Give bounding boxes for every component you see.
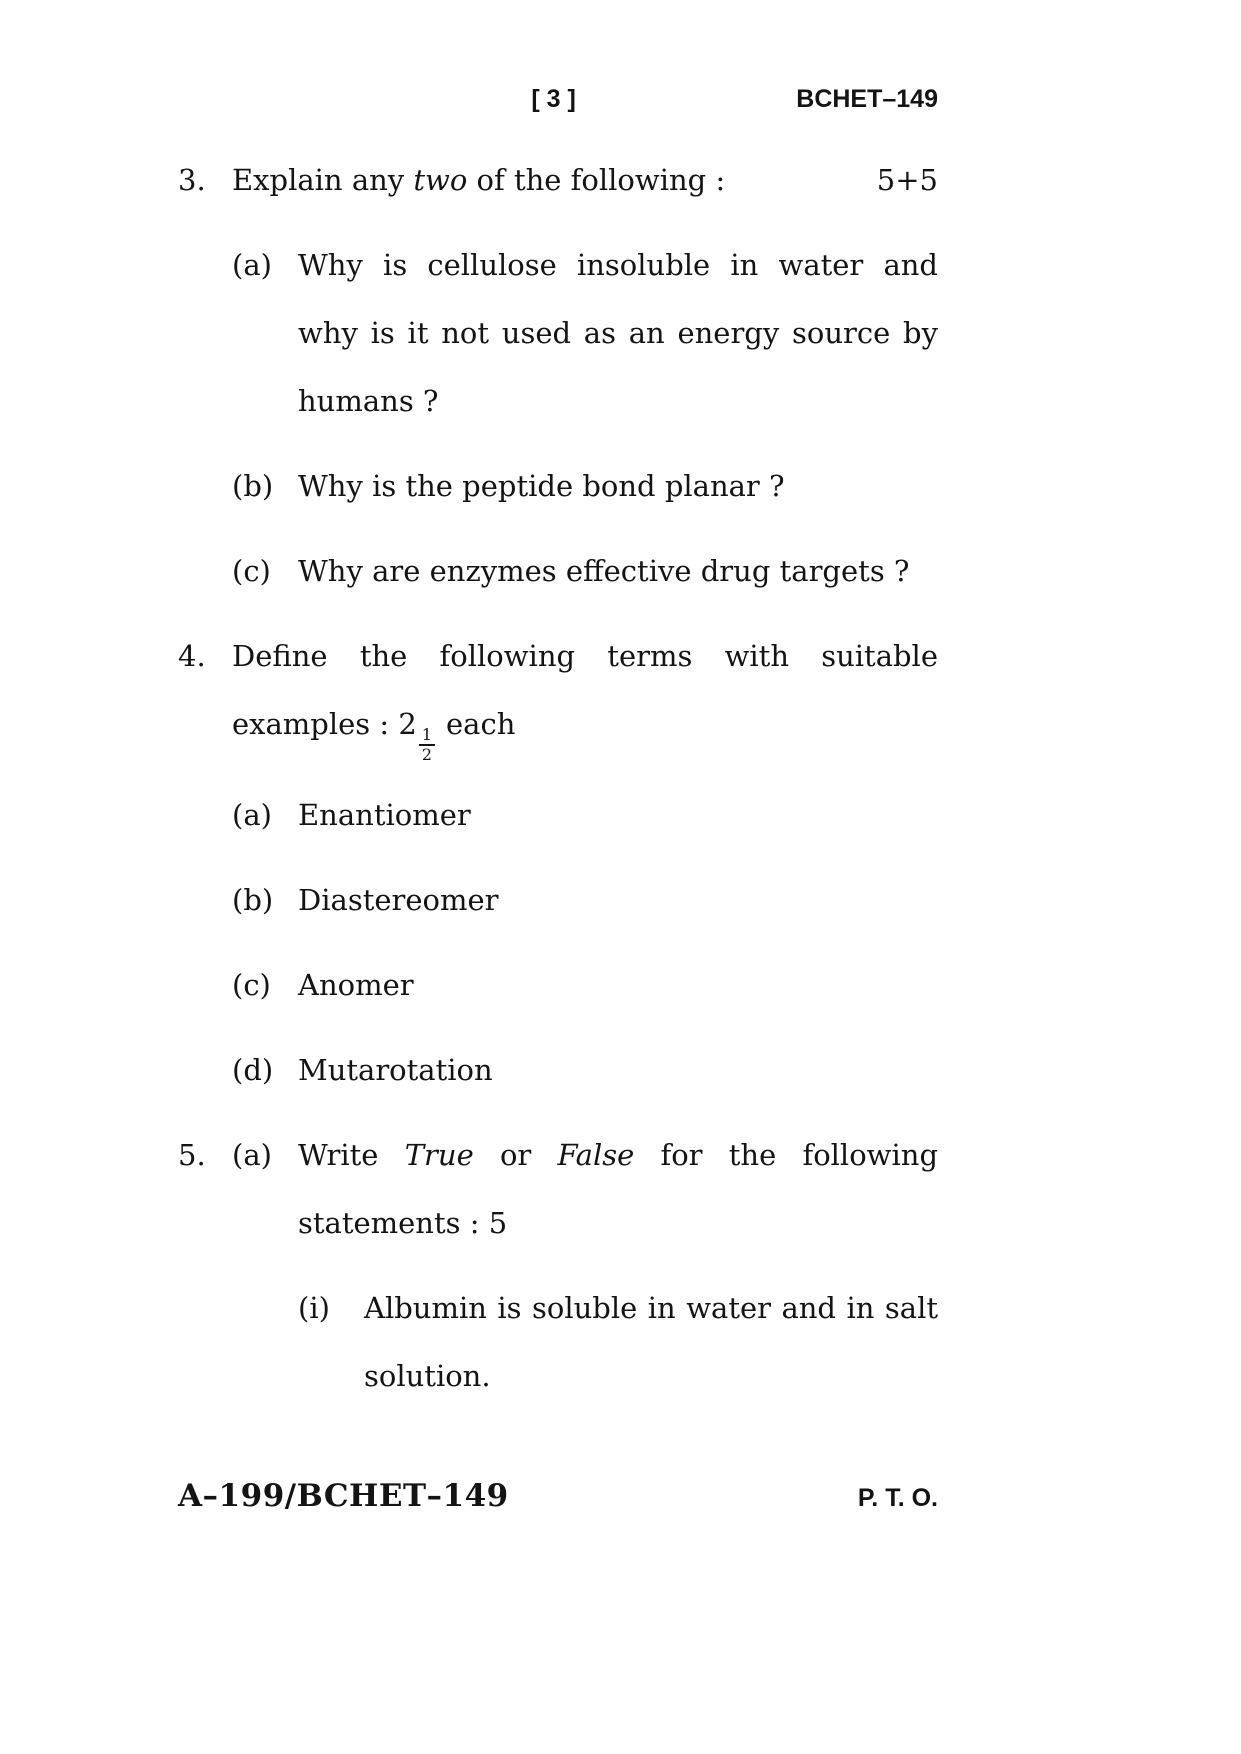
sub-text: Anomer (298, 968, 414, 1003)
emphasized-text: True (404, 1138, 474, 1173)
pto-label: P. T. O. (857, 1484, 938, 1512)
sub-label: (d) (232, 1053, 274, 1088)
sub-label: (c) (232, 968, 271, 1003)
text-fragment: for the following (634, 1138, 939, 1173)
text-fragment: Explain any (232, 163, 414, 197)
item-label: (i) (298, 1291, 330, 1326)
sub-label: (a) (232, 1138, 272, 1173)
sub-question-c (232, 951, 938, 1019)
sub-text: statements : (298, 1206, 480, 1241)
sub-question-d (232, 1036, 938, 1104)
question-text: examples : (232, 707, 390, 741)
sub-text (298, 1121, 938, 1189)
question-body (232, 1121, 938, 1427)
page-number: [ 3 ] (531, 85, 576, 113)
item-text (364, 1274, 938, 1410)
sub-question-c (232, 537, 938, 605)
sub-label: (b) (232, 883, 274, 918)
sub-body (298, 1121, 938, 1410)
text-line: why is it not used as an energy source by (298, 316, 938, 350)
sub-text-continued (298, 1189, 938, 1257)
text-line: Albumin is soluble in water and in salt (364, 1291, 938, 1326)
sub-text (298, 537, 938, 605)
paper-code: BCHET–149 (796, 85, 938, 113)
page-footer (178, 1478, 938, 1514)
text-line: Why is the peptide bond planar ? (298, 469, 785, 503)
marks: 5+5 (876, 163, 938, 197)
sub-text: Diastereomer (298, 883, 499, 918)
fraction (419, 724, 435, 765)
fraction-denominator: 2 (421, 745, 432, 765)
marks-suffix: each (446, 707, 516, 741)
fraction-numerator: 1 (419, 727, 435, 747)
emphasized-text: two (413, 163, 468, 197)
text-line: Why is cellulose insoluble in water and (298, 248, 938, 282)
question-headline (232, 622, 938, 764)
text-fragment: of the following : (467, 163, 726, 197)
text-fragment: Write (298, 1138, 405, 1173)
text-fragment: or (473, 1138, 558, 1173)
sub-question-a (232, 231, 938, 435)
sub-question-a (232, 1121, 938, 1410)
question-headline (232, 146, 938, 214)
question-body (232, 146, 938, 622)
question-text: Define the following terms with suitable (232, 639, 938, 673)
page-header (178, 78, 938, 120)
statement-i (298, 1274, 938, 1410)
marks: 5 (488, 1206, 508, 1241)
sub-question-b (232, 452, 938, 520)
question-number: 4. (178, 639, 206, 673)
text-line: humans ? (298, 384, 439, 418)
marks-whole: 2 (398, 707, 417, 741)
sub-label: (b) (232, 469, 274, 503)
question-4 (178, 622, 938, 1121)
sub-question-a (232, 781, 938, 849)
sub-text (298, 452, 938, 520)
text-line: solution. (364, 1359, 491, 1394)
question-number: 5. (178, 1138, 206, 1173)
question-number: 3. (178, 163, 206, 197)
question-3 (178, 146, 938, 622)
sub-label: (c) (232, 554, 271, 588)
sub-label: (a) (232, 248, 272, 282)
sub-label: (a) (232, 798, 272, 833)
marks (398, 707, 516, 765)
question-5 (178, 1121, 938, 1427)
question-text (232, 146, 725, 214)
exam-content (178, 146, 938, 1427)
text-line: Why are enzymes effective drug targets ? (298, 554, 910, 588)
sub-question-b (232, 866, 938, 934)
paper-reference: A–199/BCHET–149 (178, 1478, 509, 1514)
sub-text (298, 231, 938, 435)
emphasized-text: False (557, 1138, 635, 1173)
question-text-continued (232, 690, 938, 764)
sub-text: Mutarotation (298, 1053, 493, 1088)
question-body (232, 622, 938, 1121)
sub-text: Enantiomer (298, 798, 471, 833)
